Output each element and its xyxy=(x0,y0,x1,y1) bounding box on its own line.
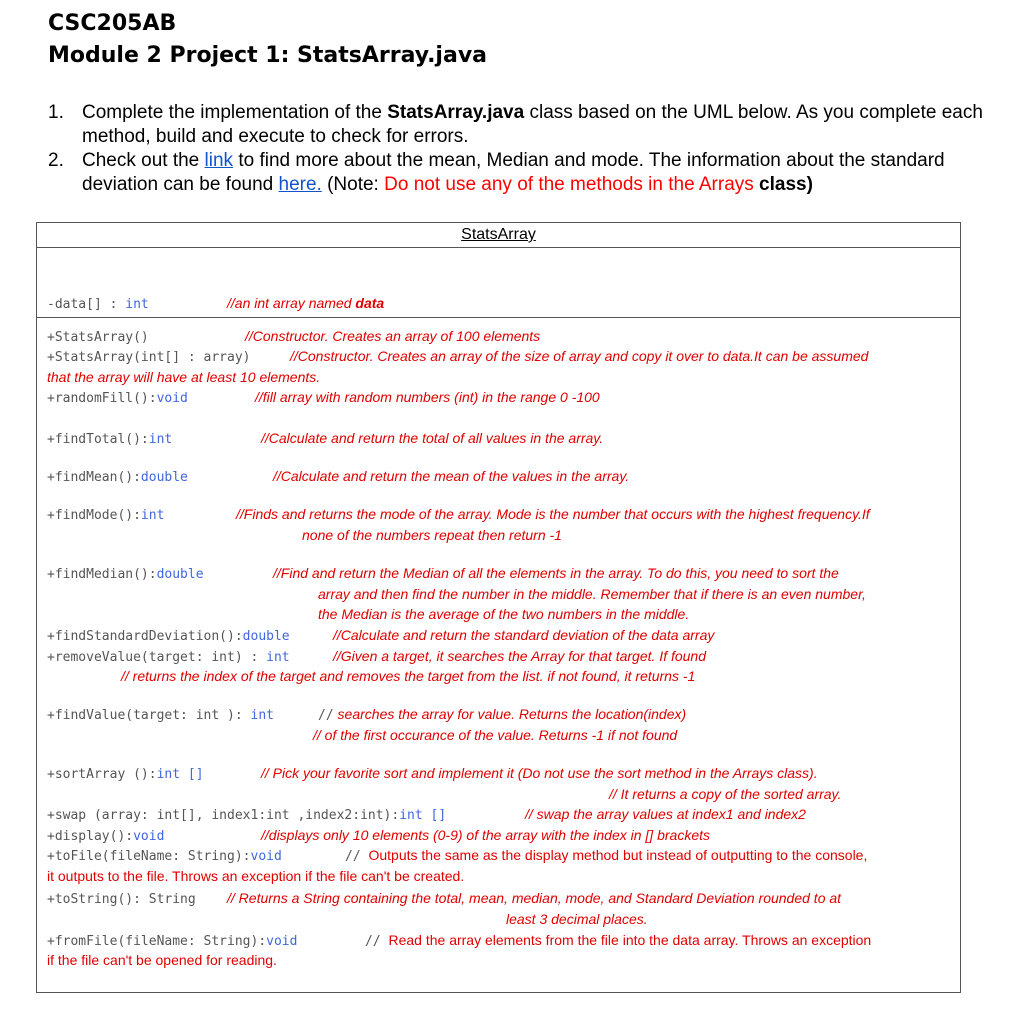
field-row xyxy=(47,293,149,315)
instruction-text: (Note: xyxy=(321,174,385,195)
list-number: 2. xyxy=(48,150,64,171)
method-row xyxy=(47,704,274,726)
method-return-type: int xyxy=(148,432,173,447)
method-return-type: int [] xyxy=(156,767,204,782)
method-row xyxy=(47,763,204,785)
method-signature: +swap (array: int[], index1:int ,index2:int): xyxy=(47,808,400,823)
method-row xyxy=(47,326,149,348)
method-comment xyxy=(506,909,648,929)
method-comment xyxy=(302,525,562,545)
method-row xyxy=(47,646,290,668)
method-comment xyxy=(227,888,841,908)
method-return-type: double xyxy=(156,567,204,582)
list-number: 1. xyxy=(48,102,64,123)
comment-text: // of the first occurance of the value. Returns -1 if not found xyxy=(313,727,678,743)
comment-slashes: // xyxy=(365,934,389,949)
field-type: int xyxy=(125,297,149,312)
method-row xyxy=(47,346,251,368)
instruction-item-1 xyxy=(48,101,988,149)
comment-text: the Median is the average of the two numbers in the middle. xyxy=(318,606,690,622)
method-return-type: void xyxy=(156,391,188,406)
method-return-type: double xyxy=(242,629,290,644)
method-row xyxy=(47,625,290,647)
method-signature: +findMedian(): xyxy=(47,567,157,582)
instruction-item-2 xyxy=(48,149,988,197)
note-warning: Do not use any of the methods in the Arrays xyxy=(384,174,754,195)
comment-text: if the file can't be opened for reading. xyxy=(47,952,277,968)
method-comment xyxy=(318,584,866,604)
method-comment xyxy=(290,346,868,366)
comment-text: searches the array for value. Returns the location(index) xyxy=(333,706,687,722)
method-comment xyxy=(609,784,841,804)
uml-diagram xyxy=(36,222,961,993)
comment-text: none of the numbers repeat then return -1 xyxy=(302,527,562,543)
comment-text: // returns the index of the target and removes the target from the list. if not found, it returns -1 xyxy=(121,668,696,684)
method-comment xyxy=(365,930,871,952)
comment-text: //displays only 10 elements (0-9) of the array with the index in [] brackets xyxy=(261,827,710,843)
uml-methods xyxy=(37,318,960,993)
method-signature: +findMode(): xyxy=(47,508,141,523)
method-return-type: int xyxy=(250,708,274,723)
std-dev-link[interactable]: here. xyxy=(278,174,322,195)
method-comment xyxy=(261,763,818,783)
method-comment xyxy=(261,428,603,448)
comment-text: //Find and return the Median of all the elements in the array. To do this, you need to sort the xyxy=(273,565,839,581)
field-comment xyxy=(227,293,384,313)
method-comment xyxy=(261,825,710,845)
comment-text: Outputs the same as the display method but instead of outputting to the console, xyxy=(368,847,868,863)
comment-text: array and then find the number in the middle. Remember that if there is an even number, xyxy=(318,586,866,602)
method-signature: +findTotal(): xyxy=(47,432,149,447)
method-comment xyxy=(245,326,540,346)
method-return-type: int xyxy=(140,508,165,523)
method-comment xyxy=(318,704,686,726)
method-comment xyxy=(47,367,320,387)
method-signature: +toString(): String xyxy=(47,892,196,907)
method-signature: +sortArray (): xyxy=(47,767,157,782)
uml-class-name: StatsArray xyxy=(37,223,960,248)
comment-text: //Calculate and return the total of all values in the array. xyxy=(261,430,604,446)
comment-text: //Constructor. Creates an array of 100 elements xyxy=(245,328,541,344)
method-row xyxy=(47,845,282,867)
comment-text: Read the array elements from the file into the data array. Throws an exception xyxy=(388,932,872,948)
course-code: CSC205AB xyxy=(48,11,177,36)
comment-text: // Pick your favorite sort and implement it (Do not use the sort method in the Arrays class). xyxy=(261,765,818,781)
method-comment xyxy=(255,387,600,407)
comment-text: it outputs to the file. Throws an exception if the file can't be created. xyxy=(47,868,465,884)
instruction-text: Complete the implementation of the xyxy=(82,102,388,123)
note-class: class) xyxy=(753,174,813,195)
comment-text: //Finds and returns the mode of the array. Mode is the number that occurs with the highest frequency.If xyxy=(236,506,870,522)
method-signature: +randomFill(): xyxy=(47,391,157,406)
method-signature: +findMean(): xyxy=(47,470,141,485)
class-file-name: StatsArray.java xyxy=(387,102,525,123)
comment-text: //an int array named xyxy=(227,295,356,311)
method-comment xyxy=(273,466,629,486)
method-comment xyxy=(333,646,706,666)
method-signature: +removeValue(target: int) : xyxy=(47,650,267,665)
instruction-text: class based on the UML below. As you complete each method, build and execute to check for errors. xyxy=(82,102,983,147)
field-signature: -data[] : xyxy=(47,297,126,312)
method-row xyxy=(47,466,188,488)
info-link[interactable]: link xyxy=(204,150,234,171)
method-comment xyxy=(345,845,867,867)
method-comment xyxy=(47,866,464,886)
comment-text: //Calculate and return the standard deviation of the data array xyxy=(333,627,715,643)
method-comment xyxy=(333,625,714,645)
method-return-type: int [] xyxy=(399,808,447,823)
method-signature: +findStandardDeviation(): xyxy=(47,629,243,644)
method-comment xyxy=(525,804,806,824)
method-row xyxy=(47,888,196,910)
method-row xyxy=(47,930,297,952)
method-signature: +StatsArray() xyxy=(47,330,149,345)
instruction-text: Check out the xyxy=(82,150,205,171)
comment-text: //Given a target, it searches the Array for that target. If found xyxy=(333,648,707,664)
instructions-list xyxy=(48,101,988,197)
method-row xyxy=(47,428,172,450)
method-signature: +toFile(fileName: String): xyxy=(47,849,251,864)
comment-text: //Constructor. Creates an array of the size of array and copy it over to data.It can be assumed xyxy=(290,348,869,364)
comment-text: // It returns a copy of the sorted array. xyxy=(609,786,842,802)
method-row xyxy=(47,825,164,847)
method-signature: +fromFile(fileName: String): xyxy=(47,934,267,949)
method-row xyxy=(47,504,164,526)
method-return-type: int xyxy=(266,650,290,665)
method-row xyxy=(47,387,188,409)
comment-bold: data xyxy=(355,295,385,311)
method-return-type: double xyxy=(140,470,188,485)
method-comment xyxy=(273,563,839,583)
comment-text: // Returns a String containing the total, mean, median, mode, and Standard Deviation rounded to at xyxy=(227,890,842,906)
method-return-type: void xyxy=(250,849,282,864)
comment-text: //Calculate and return the mean of the values in the array. xyxy=(273,468,630,484)
instruction-text: to find more about the mean, Median and mode. The information about the standard deviation can be found xyxy=(82,150,945,195)
method-row xyxy=(47,563,204,585)
comment-text: // swap the array values at index1 and index2 xyxy=(525,806,806,822)
method-comment xyxy=(236,504,870,524)
method-signature: +display(): xyxy=(47,829,134,844)
uml-fields xyxy=(37,248,960,318)
project-title: Module 2 Project 1: StatsArray.java xyxy=(48,43,488,68)
method-row xyxy=(47,804,446,826)
comment-slashes: // xyxy=(345,849,369,864)
method-return-type: void xyxy=(266,934,298,949)
method-comment xyxy=(47,950,277,970)
method-signature: +findValue(target: int ): xyxy=(47,708,251,723)
comment-text: that the array will have at least 10 elements. xyxy=(47,369,321,385)
comment-slashes: // xyxy=(318,708,334,723)
method-comment xyxy=(121,666,695,686)
comment-text: //fill array with random numbers (int) in the range 0 -100 xyxy=(255,389,600,405)
method-comment xyxy=(313,725,677,745)
method-signature: +StatsArray(int[] : array) xyxy=(47,350,251,365)
method-comment xyxy=(318,604,689,624)
method-return-type: void xyxy=(133,829,165,844)
comment-text: least 3 decimal places. xyxy=(506,911,648,927)
